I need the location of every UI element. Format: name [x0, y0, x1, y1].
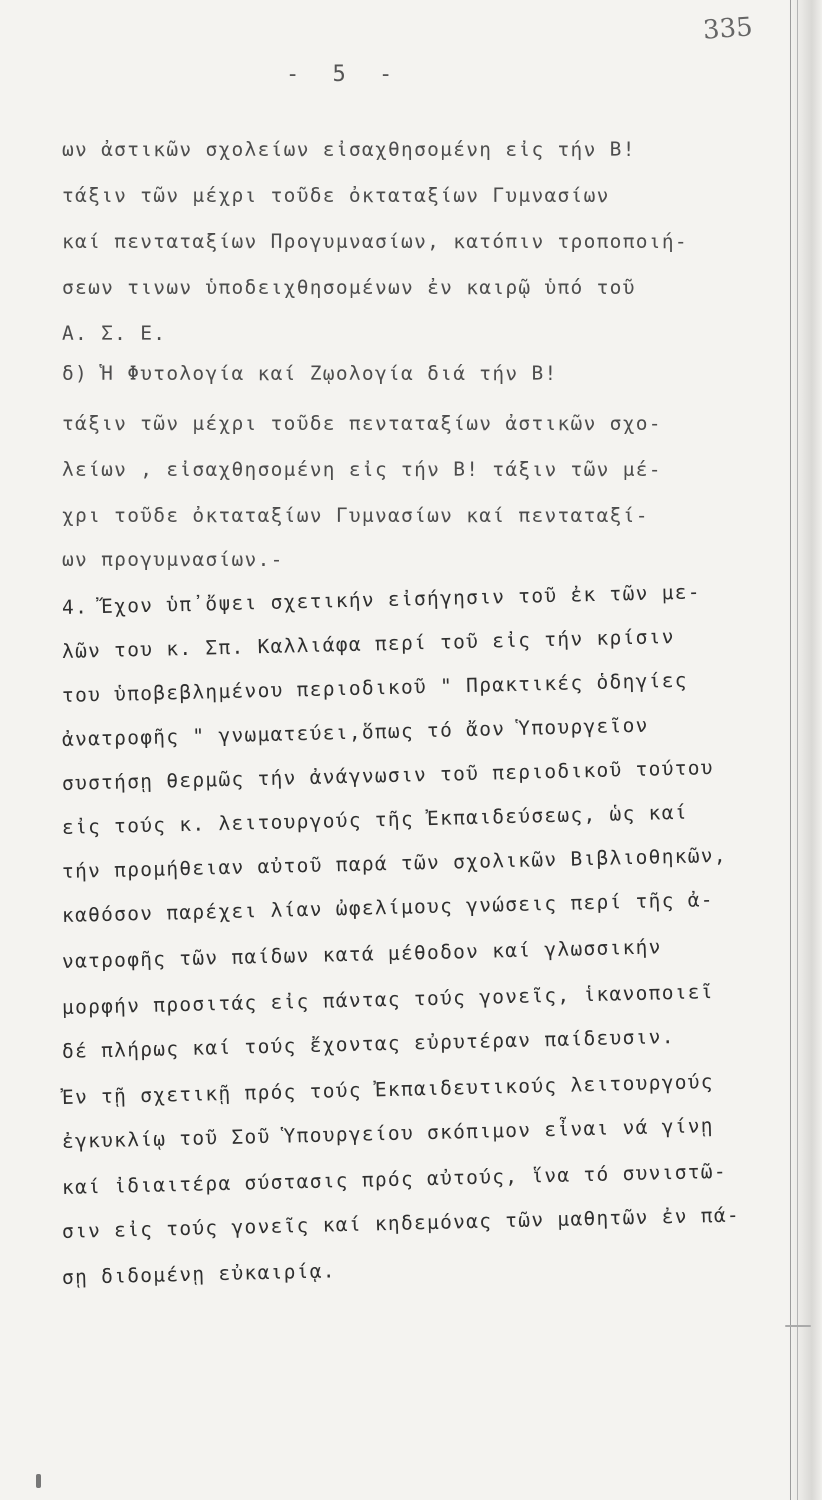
text-line: ων ἀστικῶν σχολείων εἰσαχθησομένη εἰς τήν Β!	[62, 138, 636, 161]
text-line: λείων , εἰσαχθησομένη εἰς τήν Β! τάξιν τῶν μέ-	[62, 458, 662, 481]
text-line: καί πενταταξίων Προγυμνασίων, κατόπιν τροποποιή-	[62, 230, 688, 253]
margin-mark	[785, 1325, 811, 1327]
text-line: δέ πλήρως καί τούς ἔχοντας εὐρυτέραν παίδευσιν.	[61, 1025, 675, 1063]
text-line: σῃ διδομένῃ εὐκαιρίᾳ.	[61, 1259, 337, 1289]
text-line: Ἐν τῇ σχετικῇ πρός τούς Ἐκπαιδευτικούς λειτουργούς	[61, 1070, 715, 1109]
text-line: τήν προμήθειαν αὐτοῦ παρά τῶν σχολικῶν Βιβλιοθηκῶν,	[61, 843, 728, 883]
ink-speck	[36, 1474, 41, 1488]
text-line: τάξιν τῶν μέχρι τοῦδε ὀκταταξίων Γυμνασίων	[62, 184, 610, 207]
page-edge-shadow	[788, 0, 822, 1500]
text-line: δ) Ἡ Φυτολογία καί Ζῳολογία διά τήν Β!	[62, 362, 558, 385]
text-line: μορφήν προσιτάς εἰς πάντας τούς γονεῖς, ἱκανοποιεῖ	[61, 980, 715, 1019]
text-line: τάξιν τῶν μέχρι τοῦδε πενταταξίων ἀστικῶν σχο-	[62, 412, 662, 435]
text-line: καθόσον παρέχει λίαν ὠφελίμους γνώσεις περί τῆς ἀ-	[61, 888, 715, 927]
text-line: ων προγυμνασίων.-	[62, 548, 284, 571]
text-line: του ὑποβεβλημένου περιοδικοῦ " Πρακτικές ὁδηγίες	[61, 668, 689, 707]
page-edge-line	[790, 0, 791, 1500]
text-line: εἰς τούς κ. λειτουργούς τῆς Ἐκπαιδεύσεως, ὡς καί	[61, 800, 689, 839]
text-line: χρι τοῦδε ὀκταταξίων Γυμνασίων καί πενταταξί-	[62, 504, 649, 527]
text-line: ἀνατροφῆς " γνωματεύει,ὅπως τό ἄον Ὑπουργεῖον	[61, 713, 649, 751]
text-line: 4. Ἔχον ὑπ᾽ὄψει σχετικήν εἰσήγησιν τοῦ ἐκ τῶν με-	[61, 580, 702, 619]
text-line: καί ἰδιαιτέρα σύστασις πρός αὐτούς, ἵνα τό συνιστῶ-	[61, 1159, 728, 1199]
text-line: σιν εἰς τούς γονεῖς καί κηδεμόνας τῶν μαθητῶν ἐν πά-	[61, 1203, 741, 1243]
text-line: νατροφῆς τῶν παίδων κατά μέθοδον καί γλωσσικήν	[61, 935, 662, 973]
folio-number: 335	[702, 12, 754, 46]
text-line: ἐγκυκλίῳ τοῦ Σοῦ Ὑπουργείου σκόπιμον εἶναι νά γίνῃ	[61, 1114, 715, 1153]
page-edge-line	[797, 0, 798, 1500]
text-line: συστήσῃ θερμῶς τήν ἀνάγνωσιν τοῦ περιοδικοῦ τούτου	[61, 756, 715, 795]
page-number: - 5 -	[286, 62, 403, 87]
text-line: σεων τινων ὑποδειχθησομένων ἐν καιρῷ ὑπό τοῦ	[62, 276, 636, 299]
text-line: Α. Σ. Ε.	[62, 322, 167, 345]
text-line: λῶν του κ. Σπ. Καλλιάφα περί τοῦ εἰς τήν κρίσιν	[61, 625, 675, 663]
